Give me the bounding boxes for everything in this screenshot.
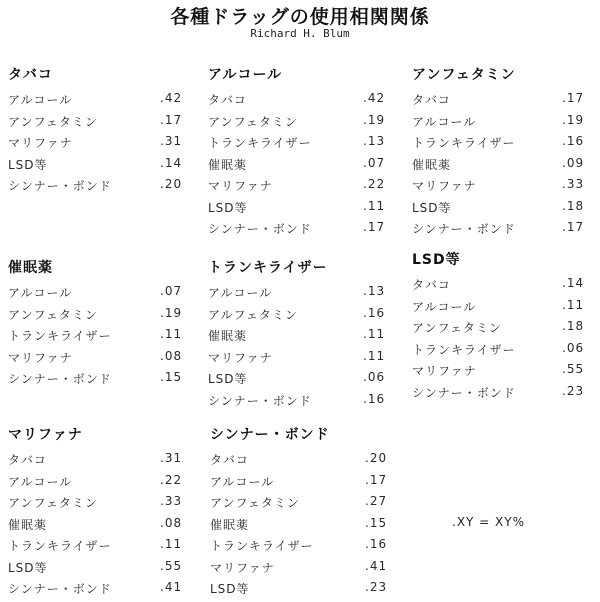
correlation-value: .55 xyxy=(160,558,183,573)
drug-name: アンフェタミン xyxy=(208,114,298,129)
drug-name: シンナー・ボンド xyxy=(8,372,112,386)
table-row xyxy=(412,132,596,154)
table-row xyxy=(210,471,400,493)
correlation-value: .19 xyxy=(160,305,183,320)
correlation-value: .11 xyxy=(562,297,585,312)
drug-name: トランキライザー xyxy=(210,539,314,553)
drug-name: 催眠薬 xyxy=(8,517,48,532)
correlation-value: .17 xyxy=(562,91,585,105)
drug-name: アルフェタミン xyxy=(208,307,298,322)
correlation-value: .41 xyxy=(365,558,388,573)
correlation-value: .17 xyxy=(562,220,585,234)
correlation-value: .20 xyxy=(160,177,183,191)
drug-name: トランキライザー xyxy=(412,136,516,150)
correlation-value: .16 xyxy=(363,391,386,406)
correlation-value: .16 xyxy=(562,134,585,148)
correlation-value: .16 xyxy=(365,537,388,551)
correlation-value: .08 xyxy=(160,348,183,363)
table-row xyxy=(208,368,400,390)
correlation-value: .11 xyxy=(160,327,183,341)
table-row xyxy=(8,535,198,557)
correlation-value: .33 xyxy=(160,494,183,508)
drug-name: アンフェタミン xyxy=(412,321,502,335)
table-row xyxy=(208,304,400,326)
block-header: アンフェタミン xyxy=(412,67,516,83)
correlation-value: .42 xyxy=(363,91,386,105)
drug-name: マリファナ xyxy=(208,350,273,365)
table-row xyxy=(412,382,596,404)
table-row xyxy=(8,132,198,154)
table-row xyxy=(8,325,198,347)
drug-name: シンナー・ボンド xyxy=(412,222,516,236)
correlation-value: .07 xyxy=(160,284,183,298)
correlation-value: .23 xyxy=(562,383,585,398)
drug-name: シンナー・ボンド xyxy=(412,385,516,400)
block-alcohol xyxy=(208,64,400,240)
table-row xyxy=(208,132,400,154)
table-row xyxy=(412,360,596,382)
drug-name: トランキライザー xyxy=(412,342,516,357)
drug-name: アルコール xyxy=(210,474,275,489)
table-row xyxy=(208,282,400,304)
correlation-value: .08 xyxy=(160,515,183,530)
table-row xyxy=(8,557,198,579)
correlation-value: .11 xyxy=(363,327,386,341)
drug-name: アルコール xyxy=(208,286,273,300)
table-row xyxy=(412,218,596,240)
block-header: トランキライザー xyxy=(208,260,328,276)
correlation-value: .17 xyxy=(365,472,388,487)
correlation-value: .15 xyxy=(160,370,183,384)
drug-name: アルコール xyxy=(412,114,477,129)
correlation-value: .55 xyxy=(562,362,585,376)
correlation-value: .22 xyxy=(160,472,183,487)
drug-name: アンフェタミン xyxy=(8,114,98,129)
block-tobacco xyxy=(8,64,198,197)
drug-name: アンフェタミン xyxy=(8,307,98,322)
table-row xyxy=(208,89,400,111)
drug-name: 催眠薬 xyxy=(208,157,248,172)
table-row xyxy=(8,368,198,390)
table-row xyxy=(412,317,596,339)
drug-name: マリファナ xyxy=(208,179,273,193)
drug-name: シンナー・ボンド xyxy=(208,222,312,236)
drug-name: LSD等 xyxy=(208,200,248,215)
table-row xyxy=(412,175,596,197)
formula-note: .XY = XY% xyxy=(452,515,526,529)
correlation-value: .42 xyxy=(160,91,183,105)
correlation-value: .19 xyxy=(562,112,585,127)
table-row xyxy=(412,339,596,361)
table-row xyxy=(210,449,400,471)
correlation-value: .06 xyxy=(363,370,386,384)
table-row xyxy=(8,89,198,111)
drug-name: マリファナ xyxy=(8,350,73,365)
drug-name: タバコ xyxy=(8,453,47,467)
correlation-value: .31 xyxy=(160,451,183,465)
drug-name: シンナー・ボンド xyxy=(208,393,312,408)
correlation-value: .16 xyxy=(363,305,386,320)
drug-name: マリファナ xyxy=(8,136,73,150)
table-row xyxy=(8,514,198,536)
drug-name: 催眠薬 xyxy=(412,157,452,172)
correlation-value: .11 xyxy=(363,198,386,213)
drug-name: LSD等 xyxy=(210,582,250,596)
block-marijuana xyxy=(8,424,198,600)
correlation-value: .31 xyxy=(160,134,183,148)
drug-name: トランキライザー xyxy=(8,329,112,343)
correlation-value: .11 xyxy=(160,537,183,551)
table-row xyxy=(8,282,198,304)
correlation-value: .17 xyxy=(363,220,386,234)
drug-name: トランキライザー xyxy=(208,136,312,150)
correlation-value: .06 xyxy=(562,340,585,355)
block-header: 催眠薬 xyxy=(8,260,53,276)
drug-name: タバコ xyxy=(208,93,247,107)
table-row xyxy=(8,111,198,133)
table-row xyxy=(208,390,400,412)
drug-name: 催眠薬 xyxy=(210,517,250,532)
table-row xyxy=(210,535,400,557)
block-header: シンナー・ボンド xyxy=(210,427,330,443)
correlation-value: .17 xyxy=(160,112,183,127)
correlation-value: .15 xyxy=(365,515,388,530)
table-row xyxy=(412,274,596,296)
correlation-value: .22 xyxy=(363,177,386,191)
table-row xyxy=(210,514,400,536)
table-row xyxy=(210,578,400,600)
table-row xyxy=(208,218,400,240)
table-row xyxy=(8,347,198,369)
correlation-value: .14 xyxy=(160,155,183,170)
table-row xyxy=(208,325,400,347)
drug-name: LSD等 xyxy=(412,200,452,215)
table-row xyxy=(8,471,198,493)
drug-name: アルコール xyxy=(8,474,73,489)
drug-name: アルコール xyxy=(8,286,73,300)
table-row xyxy=(412,111,596,133)
table-row xyxy=(8,154,198,176)
correlation-value: .33 xyxy=(562,177,585,191)
drug-name: LSD等 xyxy=(8,157,48,172)
correlation-value: .20 xyxy=(365,451,388,465)
table-row xyxy=(210,492,400,514)
table-row xyxy=(8,175,198,197)
drug-name: マリファナ xyxy=(412,364,477,378)
block-header: LSD等 xyxy=(412,252,461,268)
correlation-value: .27 xyxy=(365,494,388,508)
drug-name: アンフェタミン xyxy=(210,496,300,510)
correlation-value: .41 xyxy=(160,580,183,594)
table-row xyxy=(210,557,400,579)
table-row xyxy=(412,197,596,219)
drug-name: アルコール xyxy=(412,299,477,314)
correlation-value: .13 xyxy=(363,284,386,298)
table-row xyxy=(208,175,400,197)
correlation-value: .09 xyxy=(562,155,585,170)
table-row xyxy=(8,304,198,326)
drug-name: アンフェタミン xyxy=(8,496,98,510)
correlation-value: .11 xyxy=(363,348,386,363)
table-row xyxy=(412,296,596,318)
correlation-value: .23 xyxy=(365,580,388,594)
drug-name: アルコール xyxy=(8,93,73,107)
correlation-value: .18 xyxy=(562,319,585,333)
table-row xyxy=(8,578,198,600)
correlation-value: .18 xyxy=(562,198,585,213)
drug-name: トランキライザー xyxy=(8,539,112,553)
block-header: マリファナ xyxy=(8,427,83,443)
correlation-value: .07 xyxy=(363,155,386,170)
table-row xyxy=(208,154,400,176)
correlation-value: .19 xyxy=(363,112,386,127)
table-row xyxy=(208,197,400,219)
block-header: タバコ xyxy=(8,67,53,83)
drug-name: タバコ xyxy=(210,453,249,467)
drug-name: LSD等 xyxy=(8,560,48,575)
correlation-value: .13 xyxy=(363,134,386,148)
drug-name: シンナー・ボンド xyxy=(8,582,112,596)
block-header: アルコール xyxy=(208,67,283,83)
block-amphetamine xyxy=(412,64,596,240)
drug-name: マリファナ xyxy=(412,179,477,193)
drug-name: 催眠薬 xyxy=(208,329,248,343)
drug-name: LSD等 xyxy=(208,372,248,386)
table-row xyxy=(208,347,400,369)
table-row xyxy=(8,449,198,471)
table-row xyxy=(8,492,198,514)
author-name: Richard H. Blum xyxy=(250,27,350,40)
table-row xyxy=(208,111,400,133)
correlation-value: .14 xyxy=(562,276,585,290)
drug-name: マリファナ xyxy=(210,560,275,575)
block-lsd xyxy=(412,249,596,403)
block-tranquilizer xyxy=(208,257,400,411)
block-hypnotics xyxy=(8,257,198,390)
drug-name: タバコ xyxy=(412,278,451,292)
table-row xyxy=(412,154,596,176)
table-row xyxy=(412,89,596,111)
drug-name: タバコ xyxy=(412,93,451,107)
drug-name: シンナー・ボンド xyxy=(8,179,112,193)
block-thinner-bond xyxy=(210,424,400,600)
page-title: 各種ドラッグの使用相関関係 xyxy=(170,6,430,28)
